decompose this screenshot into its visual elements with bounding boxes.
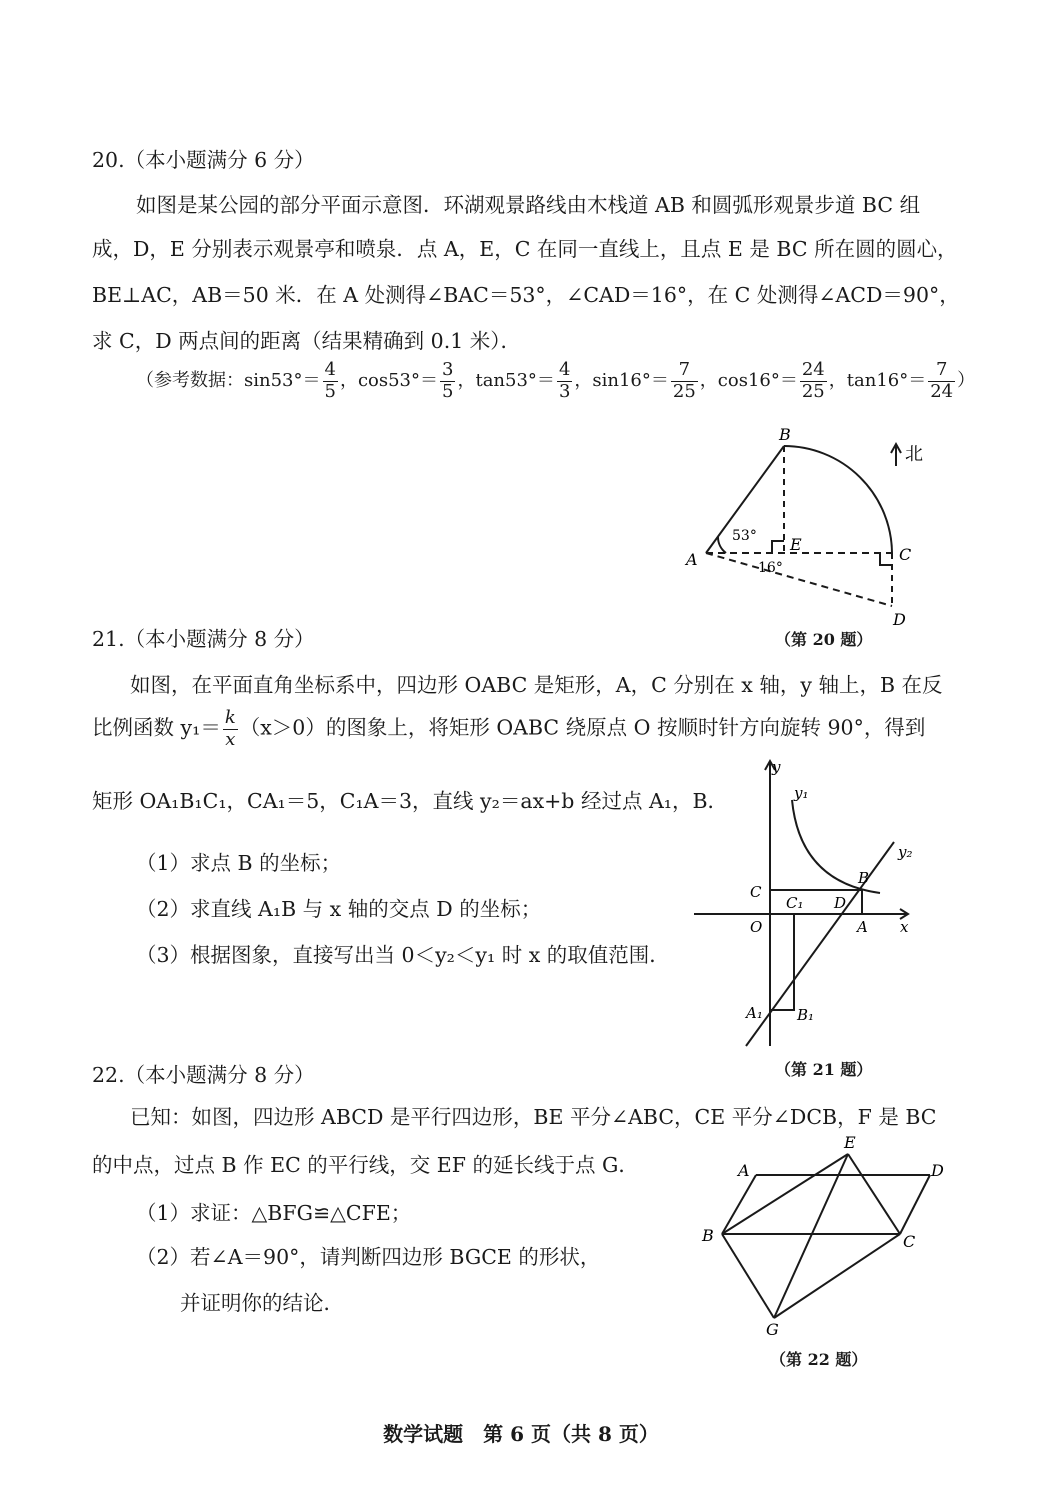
line-y2: [746, 842, 894, 1046]
ref-suffix: ）: [957, 370, 976, 392]
q21-heading: 21.（本小题满分 8 分）: [92, 627, 315, 651]
rectangle-OA1B1C1: [770, 914, 794, 1010]
q20-line4: 求 C，D 两点间的距离（结果精确到 0.1 米）．: [92, 329, 522, 353]
q22-sub2b: 并证明你的结论．: [180, 1291, 344, 1315]
curve-y1: [792, 800, 880, 893]
label-B: B: [858, 869, 870, 887]
label-C: C: [899, 545, 912, 564]
label-E: E: [790, 535, 802, 554]
ref-item: tan16°＝ $\frac{7}{24}$: [846, 359, 954, 402]
right-angle-E: [772, 541, 784, 553]
segment-BG: [722, 1234, 774, 1318]
label-y2: y₂: [898, 843, 913, 861]
ref-item: sin53°＝ $\frac{4}{5}$ ，: [244, 359, 358, 402]
q22-line2: 的中点，过点 B 作 EC 的平行线，交 EF 的延长线于点 G．: [92, 1153, 639, 1177]
segment-AB: [722, 1175, 756, 1234]
segment-DC: [900, 1175, 930, 1234]
label-O: O: [750, 918, 763, 936]
label-north: 北: [905, 444, 923, 465]
q20-line2: 成，D，E 分别表示观景亭和喷泉．点 A，E，C 在同一直线上，且点 E 是 BC 所在圆的圆心，: [92, 237, 958, 261]
label-angle-16: 16°: [758, 560, 783, 576]
arc-BC: [784, 446, 892, 553]
segment-AD: [706, 553, 892, 606]
label-D: D: [893, 610, 906, 629]
segment-EC: [848, 1154, 900, 1234]
label-B: B: [702, 1226, 714, 1245]
label-y1: y₁: [794, 784, 809, 802]
label-C1: C₁: [786, 894, 804, 912]
segment-EG: [774, 1154, 848, 1318]
q21-sub3: （3）根据图象，直接写出当 0＜y₂＜y₁ 时 x 的取值范围．: [136, 943, 670, 967]
q20-heading: 20.（本小题满分 6 分）: [92, 148, 315, 172]
q21-sub1: （1）求点 B 的坐标；: [136, 851, 342, 875]
label-D: D: [834, 894, 847, 912]
x-axis-arrow: [900, 909, 908, 919]
q20-line1: 如图是某公园的部分平面示意图．环湖观景路线由木栈道 AB 和圆弧形观景步道 BC 组: [136, 193, 921, 217]
caption-figure-22: （第 22 题）: [770, 1350, 868, 1369]
caption-figure-20: （第 20 题）: [775, 630, 873, 649]
q22-heading: 22.（本小题满分 8 分）: [92, 1063, 315, 1087]
label-x: x: [900, 918, 909, 936]
label-A: A: [738, 1161, 750, 1180]
label-B: B: [779, 425, 791, 444]
label-D: D: [931, 1161, 944, 1180]
label-B1: B₁: [797, 1006, 815, 1024]
label-C: C: [903, 1232, 916, 1251]
q20-line3: BE⊥AC，AB＝50 米．在 A 处测得∠BAC＝53°，∠CAD＝16°，在 C 处测得∠ACD＝90°，: [92, 283, 960, 307]
q20-reference-data: [136, 360, 975, 402]
q21-line2: 比例函数 y₁＝ $\frac{k}{x}$ （x＞0）的图象上，将矩形 OABC 绕原点 O 按顺时针方向旋转 90°，得到: [92, 707, 926, 750]
y-axis-arrow: [765, 761, 775, 770]
label-A: A: [857, 918, 868, 936]
label-angle-53: 53°: [732, 528, 757, 544]
label-C: C: [750, 883, 762, 901]
q22-sub2: （2）若∠A＝90°，请判断四边形 BGCE 的形状，: [136, 1245, 601, 1269]
label-y: y: [772, 758, 781, 776]
label-E: E: [844, 1133, 856, 1152]
ref-item: tan53°＝ $\frac{4}{3}$ ，: [475, 359, 593, 402]
angle-53-arc: [718, 537, 726, 553]
ref-prefix: （参考数据：: [136, 370, 244, 392]
segment-AB: [706, 446, 784, 553]
right-angle-C: [880, 553, 892, 565]
segment-BE: [722, 1154, 848, 1234]
ref-item: cos16°＝ $\frac{24}{25}$ ，: [717, 359, 847, 402]
q21-line3: 矩形 OA₁B₁C₁，CA₁＝5，C₁A＝3，直线 y₂＝ax+b 经过点 A₁，B．: [92, 789, 729, 813]
segment-GC: [774, 1234, 900, 1318]
label-A1: A₁: [746, 1004, 763, 1022]
q21-line1: 如图，在平面直角坐标系中，四边形 OABC 是矩形，A，C 分别在 x 轴，y 轴上，B 在反: [130, 673, 943, 697]
q22-line1: 已知：如图，四边形 ABCD 是平行四边形，BE 平分∠ABC，CE 平分∠DCB，F 是 BC: [130, 1105, 937, 1129]
ref-item: cos53°＝ $\frac{3}{5}$ ，: [357, 359, 476, 402]
page-footer: 数学试题 第 6 页（共 8 页）: [383, 1422, 659, 1446]
rectangle-OABC: [770, 890, 862, 914]
caption-figure-21: （第 21 题）: [775, 1060, 873, 1079]
q21-sub2: （2）求直线 A₁B 与 x 轴的交点 D 的坐标；: [136, 897, 542, 921]
label-G: G: [766, 1320, 779, 1339]
ref-item: sin16°＝ $\frac{7}{25}$ ，: [592, 359, 718, 402]
q22-sub1: （1）求证：△BFG≌△CFE；: [136, 1201, 412, 1225]
label-A: A: [686, 550, 698, 569]
north-arrow-head: [891, 444, 901, 453]
